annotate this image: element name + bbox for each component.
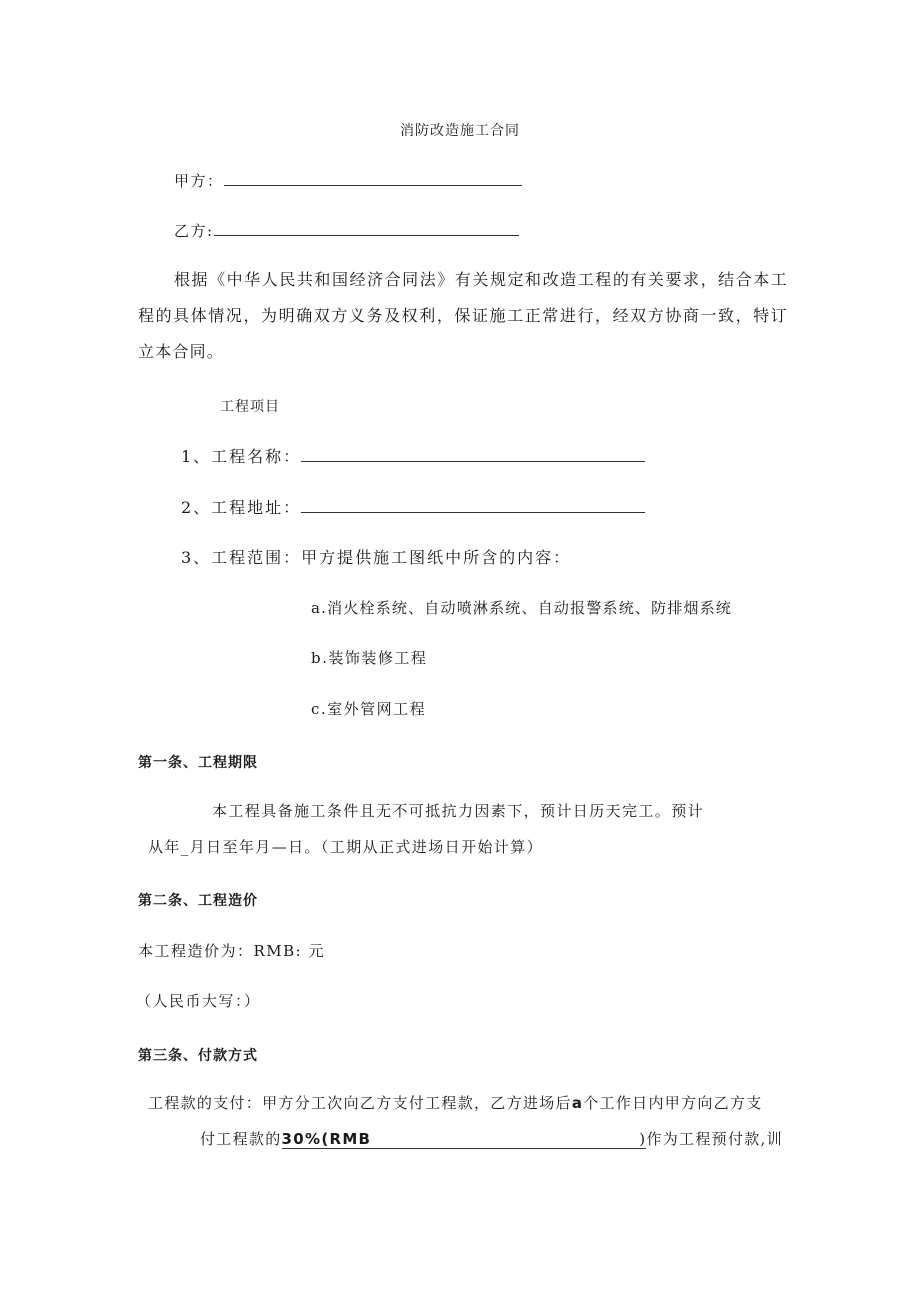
- advance-close-paren: ): [639, 1130, 647, 1148]
- payment-line-2-post: 作为工程预付款,训: [646, 1130, 783, 1148]
- party-a-blank: [224, 171, 522, 186]
- payment-line-1-pre: 工程款的支付：甲方分工次向乙方支付工程款，乙方进场后: [148, 1094, 572, 1112]
- intro-paragraph: 根据《中华人民共和国经济合同法》有关规定和改造工程的有关要求，结合本工程的具体情况，为明确双方义务及权利，保证施工正常进行，经双方协商一致，特订立本合同。: [138, 270, 788, 361]
- item-project-scope: 3、工程范围：甲方提供施工图纸中所含的内容：: [181, 548, 572, 567]
- scope-item-b: b.装饰装修工程: [311, 649, 428, 667]
- scope-item-a: a.消火栓系统、自动喷淋系统、自动报警系统、防排烟系统: [311, 599, 733, 617]
- scope-item-c: c.室外管网工程: [311, 700, 427, 718]
- project-heading: 工程项目: [220, 399, 280, 415]
- article-3-title: 第三条、付款方式: [138, 1048, 258, 1064]
- article-1-line-2: 从年_月日至年月—日。（工期从正式进场日开始计算）: [148, 838, 544, 856]
- document-title: 消防改造施工合同: [400, 123, 520, 139]
- payment-line-1: [148, 1092, 763, 1113]
- payment-line-2: [200, 1128, 783, 1149]
- party-b-label: 乙方:: [174, 222, 214, 240]
- article-1-line-1: 本工程具备施工条件且无不可抵抗力因素下，预计日历天完工。预计: [212, 802, 705, 820]
- party-b-blank: [214, 221, 519, 236]
- payment-line-2-pre: 付工程款的: [200, 1130, 282, 1148]
- party-b-line: [174, 220, 519, 241]
- project-name-blank: [301, 447, 645, 462]
- advance-percent: 30%(RMB: [281, 1130, 372, 1148]
- article-2-title: 第二条、工程造价: [138, 893, 258, 909]
- item-project-name-label: 1、工程名称：: [181, 447, 302, 466]
- price-in-words: （人民币大写：）: [136, 992, 261, 1010]
- item-project-address-label: 2、工程地址：: [181, 498, 302, 517]
- advance-payment-field: [282, 1130, 647, 1149]
- article-1-title: 第一条、工程期限: [138, 755, 258, 771]
- item-project-address: [181, 495, 645, 518]
- payment-days-value: a: [571, 1094, 584, 1112]
- party-a-line: [174, 170, 522, 191]
- price-line: 本工程造价为：RMB: 元: [138, 942, 325, 960]
- item-project-name: [181, 444, 645, 467]
- project-address-blank: [301, 498, 645, 513]
- payment-line-1-post: 个工作日内甲方向乙方支: [583, 1094, 763, 1112]
- party-a-label: 甲方：: [174, 172, 224, 190]
